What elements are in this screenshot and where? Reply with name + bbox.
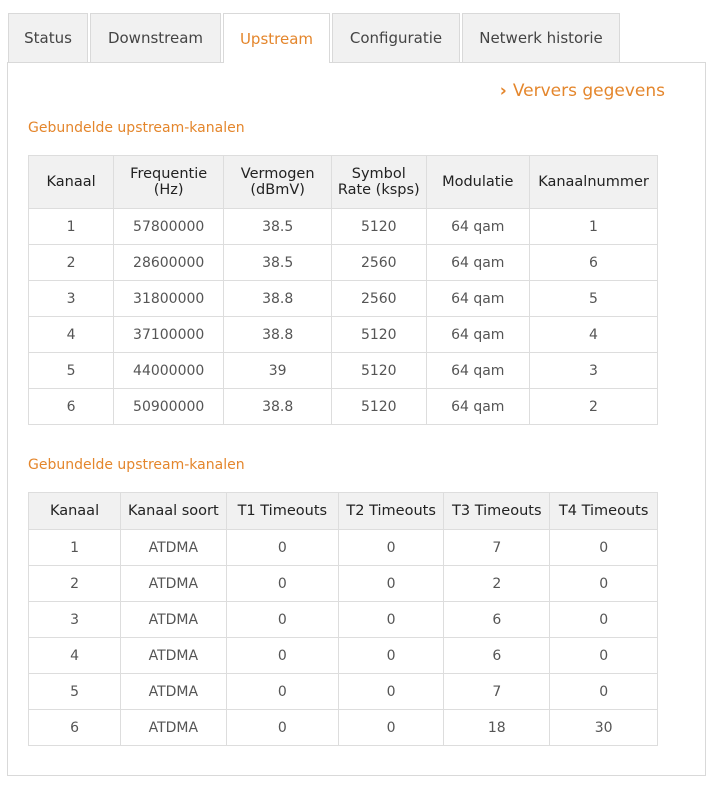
table-cell: 2 [29, 245, 114, 281]
table-cell: 38.5 [224, 209, 332, 245]
section-title-bonded-upstream: Gebundelde upstream-kanalen [28, 120, 245, 136]
column-header: Frequentie (Hz) [114, 156, 224, 209]
section-title-upstream-timeouts: Gebundelde upstream-kanalen [28, 457, 245, 473]
table-row [29, 281, 658, 317]
table-cell: 7 [444, 674, 550, 710]
table-cell: 64 qam [426, 317, 530, 353]
table-cell: 0 [550, 530, 658, 566]
table-row [29, 209, 658, 245]
column-header: Kanaal [29, 493, 121, 530]
table-cell: 5120 [332, 389, 426, 425]
table-cell: 2560 [332, 281, 426, 317]
column-header: Modulatie [426, 156, 530, 209]
table-cell: 0 [226, 602, 338, 638]
table-cell: ATDMA [121, 674, 227, 710]
table-row [29, 710, 658, 746]
column-header: Kanaal [29, 156, 114, 209]
content-panel [7, 62, 706, 776]
table-cell: 0 [339, 566, 444, 602]
table-cell: 0 [550, 638, 658, 674]
table-cell: 39 [224, 353, 332, 389]
table-cell: 38.8 [224, 317, 332, 353]
table-cell: 30 [550, 710, 658, 746]
table-cell: 0 [550, 566, 658, 602]
column-header: Vermogen (dBmV) [224, 156, 332, 209]
table-cell: 0 [550, 602, 658, 638]
table-cell: 64 qam [426, 209, 530, 245]
table-header-row [29, 156, 658, 209]
table-row [29, 674, 658, 710]
table-cell: 37100000 [114, 317, 224, 353]
table-cell: 28600000 [114, 245, 224, 281]
table-cell: 64 qam [426, 281, 530, 317]
table-row [29, 245, 658, 281]
table-cell: 64 qam [426, 353, 530, 389]
table-cell: 5 [29, 674, 121, 710]
table-cell: 0 [226, 710, 338, 746]
table-cell: ATDMA [121, 530, 227, 566]
table-cell: ATDMA [121, 602, 227, 638]
refresh-data-link[interactable] [500, 81, 665, 101]
table-row [29, 566, 658, 602]
column-header: Kanaal soort [121, 493, 227, 530]
table-cell: 38.8 [224, 389, 332, 425]
table-cell: 18 [444, 710, 550, 746]
table-cell: 64 qam [426, 389, 530, 425]
table-cell: 0 [339, 710, 444, 746]
table-cell: ATDMA [121, 566, 227, 602]
table-cell: 7 [444, 530, 550, 566]
table-cell: 2 [29, 566, 121, 602]
table-cell: 5120 [332, 353, 426, 389]
table-row [29, 389, 658, 425]
table-cell: 0 [226, 638, 338, 674]
tab-status[interactable]: Status [8, 13, 88, 62]
table-cell: 2560 [332, 245, 426, 281]
table-cell: 31800000 [114, 281, 224, 317]
table-cell: 1 [530, 209, 658, 245]
table-cell: 0 [550, 674, 658, 710]
table-cell: 5120 [332, 317, 426, 353]
tab-configuratie[interactable]: Configuratie [332, 13, 460, 62]
table-row [29, 638, 658, 674]
table-cell: 4 [530, 317, 658, 353]
table-cell: 4 [29, 317, 114, 353]
tab-upstream[interactable]: Upstream [223, 13, 330, 63]
table-cell: 5 [29, 353, 114, 389]
tab-downstream[interactable]: Downstream [90, 13, 221, 62]
table-cell: 1 [29, 209, 114, 245]
table-cell: 5 [530, 281, 658, 317]
table-cell: 6 [29, 710, 121, 746]
table-row [29, 353, 658, 389]
table-cell: ATDMA [121, 638, 227, 674]
table-row [29, 317, 658, 353]
table-cell: ATDMA [121, 710, 227, 746]
table-cell: 0 [226, 674, 338, 710]
upstream-timeouts-table [28, 492, 658, 746]
refresh-label: Ververs gegevens [512, 81, 665, 101]
table-cell: 0 [339, 674, 444, 710]
table-cell: 2 [530, 389, 658, 425]
table-cell: 0 [226, 566, 338, 602]
table-cell: 2 [444, 566, 550, 602]
table-cell: 6 [530, 245, 658, 281]
table-cell: 57800000 [114, 209, 224, 245]
tab-bar [8, 13, 622, 62]
table-header-row [29, 493, 658, 530]
column-header: T2 Timeouts [339, 493, 444, 530]
table-cell: 64 qam [426, 245, 530, 281]
table-cell: 0 [339, 602, 444, 638]
table-cell: 6 [29, 389, 114, 425]
upstream-channels-table [28, 155, 658, 425]
table-cell: 3 [29, 281, 114, 317]
table-cell: 3 [530, 353, 658, 389]
column-header: Kanaalnummer [530, 156, 658, 209]
table-cell: 1 [29, 530, 121, 566]
table-cell: 5120 [332, 209, 426, 245]
column-header: T4 Timeouts [550, 493, 658, 530]
column-header: Symbol Rate (ksps) [332, 156, 426, 209]
table-cell: 6 [444, 638, 550, 674]
table-cell: 44000000 [114, 353, 224, 389]
table-cell: 0 [339, 638, 444, 674]
table-cell: 3 [29, 602, 121, 638]
table-cell: 38.5 [224, 245, 332, 281]
table-row [29, 530, 658, 566]
table-cell: 50900000 [114, 389, 224, 425]
chevron-right-icon: › [499, 81, 507, 101]
table-cell: 0 [339, 530, 444, 566]
tab-netwerk-historie[interactable]: Netwerk historie [462, 13, 620, 62]
table-row [29, 602, 658, 638]
table-cell: 6 [444, 602, 550, 638]
table-cell: 0 [226, 530, 338, 566]
column-header: T1 Timeouts [226, 493, 338, 530]
table-cell: 4 [29, 638, 121, 674]
column-header: T3 Timeouts [444, 493, 550, 530]
table-cell: 38.8 [224, 281, 332, 317]
